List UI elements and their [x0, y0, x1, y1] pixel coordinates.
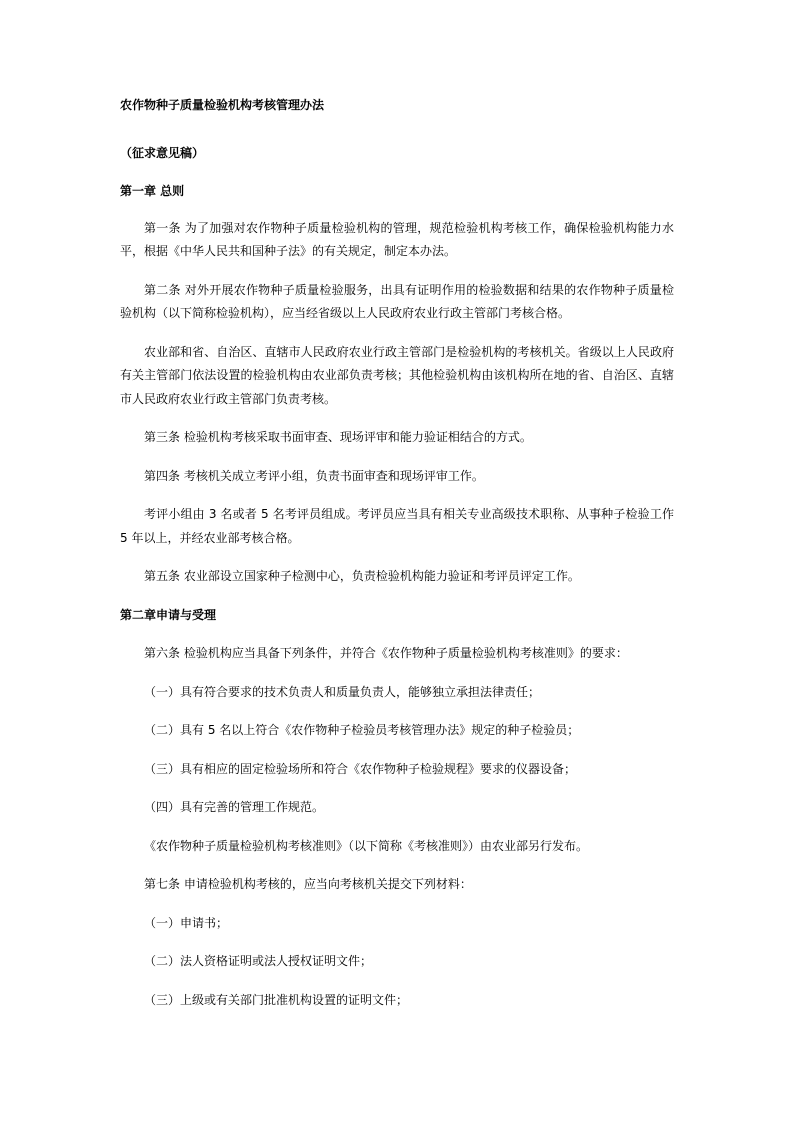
article-6-item-3: （三）具有相应的固定检验场所和符合《农作物种子检验规程》要求的仪器设备；: [144, 761, 577, 776]
chapter-2-heading: 第二章申请与受理: [120, 607, 217, 622]
article-3-paragraph: 第三条 检验机构考核采取书面审查、现场评审和能力验证相结合的方式。: [144, 430, 532, 444]
article-6-item-4: （四）具有完善的管理工作规范。: [144, 800, 325, 814]
article-6-item-2: （二）具有 5 名以上符合《农作物种子检验员考核管理办法》规定的种子检验员；: [144, 723, 580, 737]
article-7-paragraph: 第七条 申请检验机构考核的，应当向考核机关提交下列材料：: [144, 877, 472, 891]
chapter-1-heading: 第一章 总则: [120, 184, 185, 198]
article-6-item-1: （一）具有符合要求的技术负责人和质量负责人，能够独立承担法律责任；: [144, 684, 541, 699]
doc-subtitle: （征求意见稿）: [120, 145, 205, 160]
article-6-note-paragraph: 《农作物种子质量检验机构考核准则》（以下简称《考核准则》）由农业部另行发布。: [144, 838, 589, 853]
article-2-paragraph: 第二条 对外开展农作物种子质量检验服务，出具有证明作用的检验数据和结果的农作物种子质量检验机构（以下简称检验机构），应当经省级以上人民政府农业行政主管部门考核合格。: [120, 282, 674, 320]
article-7-item-2: （二）法人资格证明或法人授权证明文件；: [144, 954, 373, 968]
article-4-continuation-paragraph: 考评小组由 3 名或者 5 名考评员组成。考评员应当具有相关专业高级技术职称、从事种子检验工作 5 年以上，并经农业部考核合格。: [120, 507, 674, 545]
article-6-paragraph: 第六条 检验机构应当具备下列条件，并符合《农作物种子质量检验机构考核准则》的要求：: [144, 646, 628, 660]
article-7-item-1: （一）申请书；: [144, 915, 229, 930]
article-4-paragraph: 第四条 考核机关成立考评小组，负责书面审查和现场评审工作。: [144, 468, 484, 483]
doc-title: 农作物种子质量检验机构考核管理办法: [120, 98, 325, 112]
article-7-item-3: （三）上级或有关部门批准机构设置的证明文件；: [144, 992, 409, 1007]
article-2-continuation-paragraph: 农业部和省、自治区、直辖市人民政府农业行政主管部门是检验机构的考核机关。省级以上人民政府有关主管部门依法设置的检验机构由农业部负责考核；其他检验机构由该机构所在地的省、自治区、直辖市人民政府农业行政主管部门负责考核。: [120, 344, 674, 406]
article-5-paragraph: 第五条 农业部设立国家种子检测中心，负责检验机构能力验证和考评员评定工作。: [144, 569, 580, 583]
article-1-paragraph: 第一条 为了加强对农作物种子质量检验机构的管理，规范检验机构考核工作，确保检验机构能力水平，根据《中华人民共和国种子法》的有关规定，制定本办法。: [120, 220, 674, 258]
